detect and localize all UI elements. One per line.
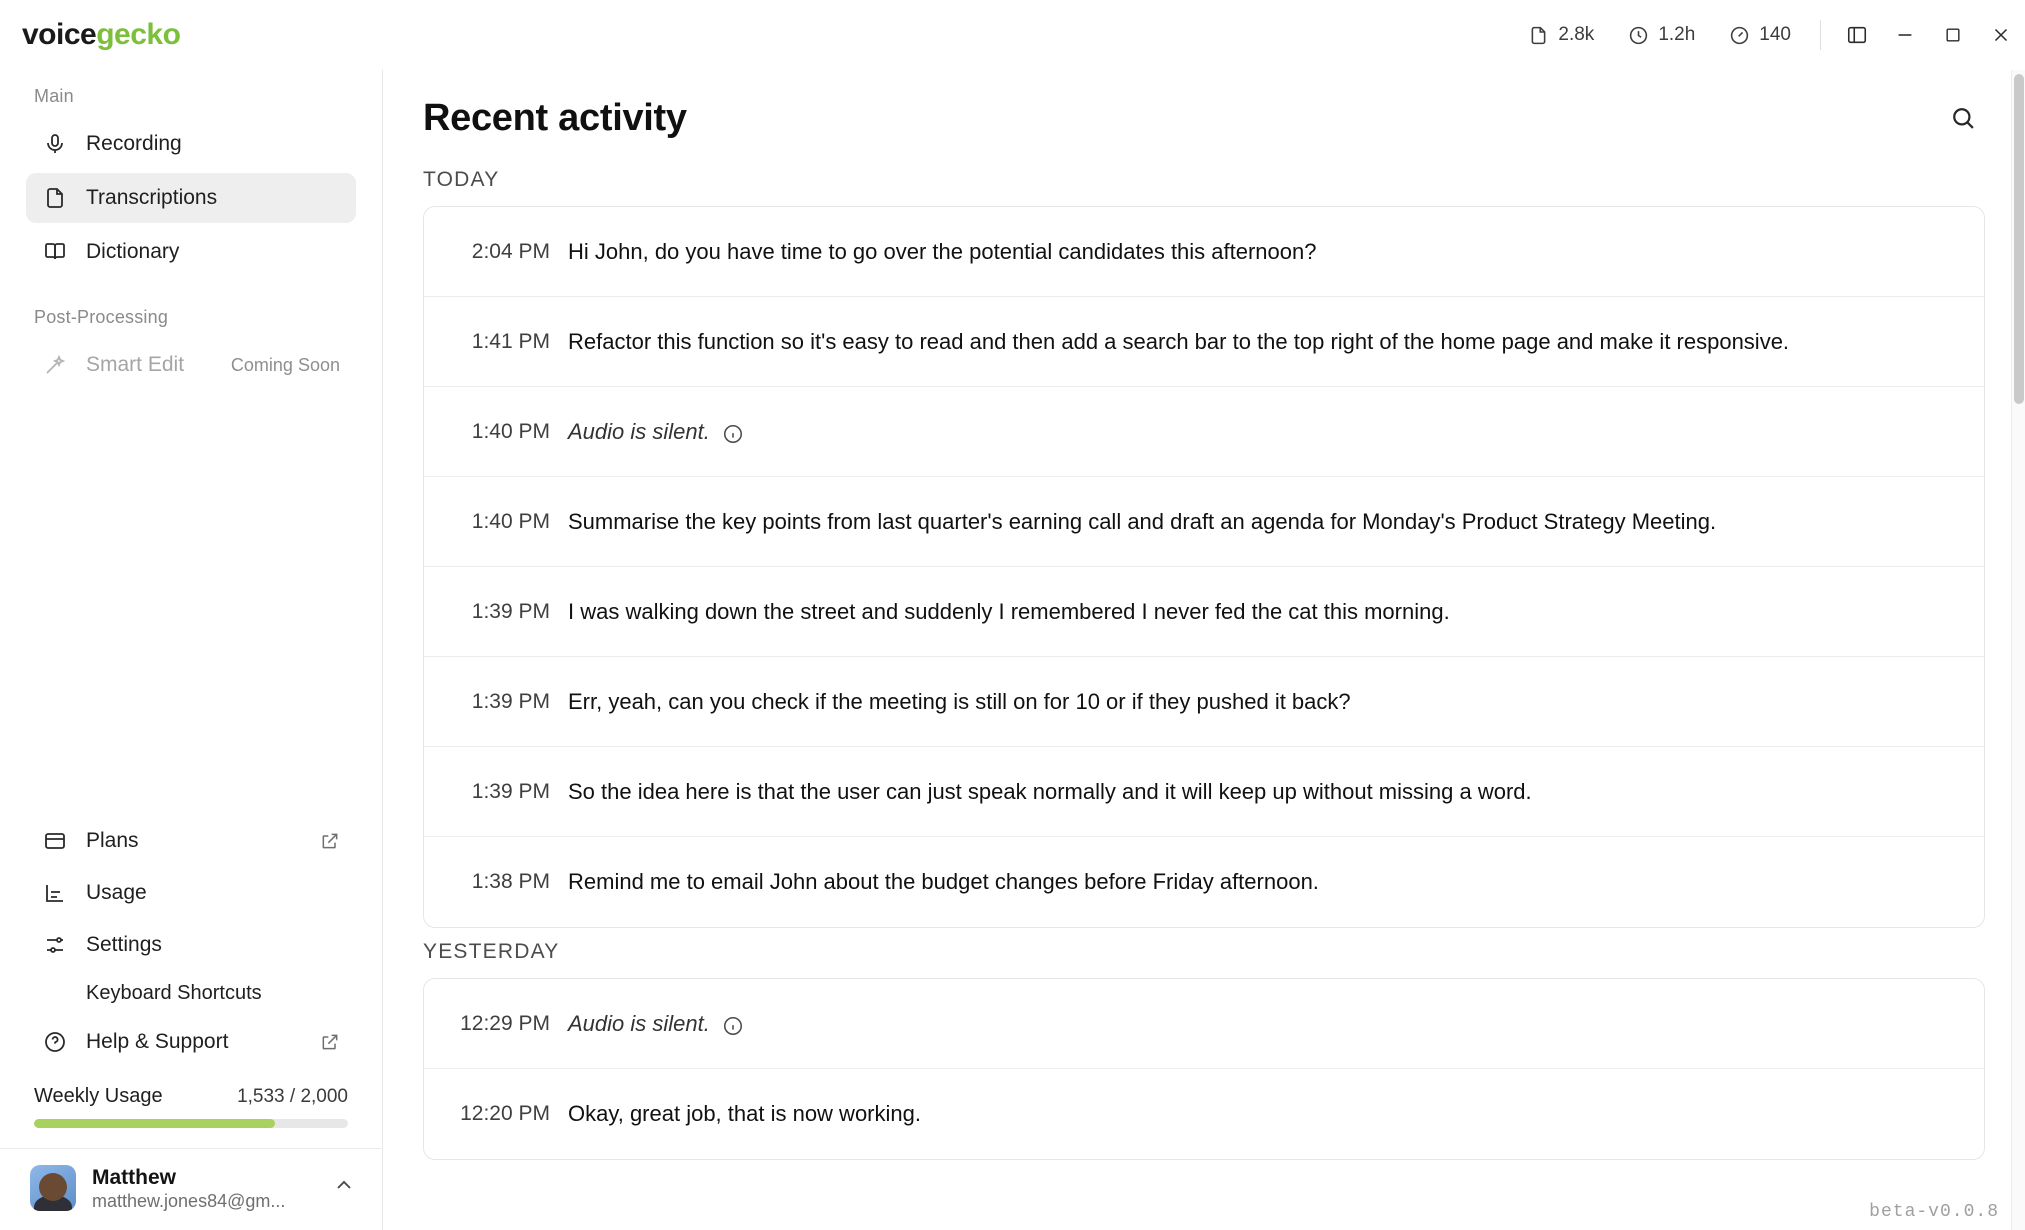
transcription-text-wrap (568, 417, 744, 447)
transcription-row[interactable] (424, 657, 1984, 747)
sidebar-item-recording[interactable] (26, 119, 356, 169)
transcription-row[interactable] (424, 747, 1984, 837)
coming-soon-badge: Coming Soon (230, 354, 340, 375)
chart-icon (42, 880, 68, 906)
document-icon (1528, 25, 1549, 46)
sidebar-section-post-processing: Post-Processing (34, 307, 169, 327)
chevron-up-icon[interactable] (332, 1174, 356, 1203)
info-icon[interactable] (722, 1015, 744, 1037)
transcription-text-wrap (568, 1099, 921, 1129)
activity-groups (411, 156, 1997, 1160)
document-icon (42, 185, 68, 211)
transcription-row[interactable] (424, 297, 1984, 387)
card-icon (42, 828, 68, 854)
sparkle-icon (42, 352, 68, 378)
activity-card (423, 978, 1985, 1160)
panel-toggle-button[interactable] (1833, 0, 1881, 70)
sliders-icon (42, 932, 68, 958)
stat-wpm (1712, 24, 1808, 46)
logo-text-first: voice (22, 18, 97, 51)
close-button[interactable] (1977, 0, 2025, 70)
weekly-usage-bar (34, 1119, 348, 1128)
transcription-time: 12:20 PM (460, 1102, 550, 1125)
book-icon (42, 239, 68, 265)
stat-wpm-value: 140 (1759, 24, 1791, 45)
activity-panel (383, 70, 2025, 1160)
stat-time-value: 1.2h (1658, 24, 1696, 45)
activity-group-label: YESTERDAY (423, 940, 560, 963)
info-icon[interactable] (722, 423, 744, 445)
transcription-row[interactable] (424, 207, 1984, 297)
account-email: matthew.jones84@gm... (92, 1191, 286, 1211)
sidebar-bottom-nav (0, 814, 382, 1075)
sidebar-item-label: Usage (86, 880, 147, 904)
external-link-icon (320, 831, 340, 851)
transcription-text: Audio is silent. (568, 418, 710, 444)
transcription-row[interactable] (424, 1069, 1984, 1159)
sidebar-item-transcriptions[interactable] (26, 173, 356, 223)
sidebar (0, 70, 383, 1230)
sidebar-item-label: Recording (86, 132, 182, 155)
transcription-text-wrap (568, 327, 1789, 357)
transcription-time: 1:39 PM (471, 779, 550, 803)
stat-words (1511, 24, 1611, 46)
sidebar-item-settings[interactable] (26, 920, 356, 970)
transcription-text: Summarise the key points from last quarter's earning call and draft an agenda for Monday's Product Strategy Meeting. (568, 508, 1717, 534)
search-icon[interactable] (1941, 96, 1985, 140)
transcription-row[interactable] (424, 837, 1984, 927)
sidebar-item-label: Dictionary (86, 240, 180, 263)
stat-words-value: 2.8k (1558, 24, 1595, 45)
sidebar-item-usage[interactable] (26, 868, 356, 918)
sidebar-item-label: Transcriptions (86, 186, 218, 209)
sidebar-item-help-support[interactable] (26, 1017, 356, 1067)
window-body (0, 70, 2025, 1230)
main-content (383, 70, 2025, 1230)
sidebar-item-label: Plans (86, 828, 139, 852)
weekly-usage-value: 1,533 / 2,000 (237, 1085, 348, 1107)
avatar (30, 1165, 76, 1211)
transcription-text: So the idea here is that the user can just speak normally and it will keep up without missing a word. (568, 778, 1532, 804)
transcription-time: 2:04 PM (471, 239, 550, 263)
sidebar-item-keyboard-shortcuts[interactable]: Keyboard Shortcuts (86, 981, 262, 1004)
main-scrollbar[interactable] (2011, 70, 2025, 1230)
sidebar-item-label: Help & Support (86, 1029, 229, 1053)
sidebar-item-plans[interactable] (26, 816, 356, 866)
page-header (411, 70, 1997, 156)
transcription-time: 12:29 PM (460, 1011, 550, 1035)
sidebar-item-label: Smart Edit (86, 353, 185, 376)
transcription-text: Audio is silent. (568, 1010, 710, 1036)
transcription-text-wrap (568, 507, 1716, 537)
account-name: Matthew (92, 1165, 176, 1189)
transcription-row[interactable] (424, 477, 1984, 567)
title-bar (0, 0, 2025, 70)
external-link-icon (320, 1032, 340, 1052)
sidebar-item-dictionary[interactable] (26, 227, 356, 277)
transcription-text: I was walking down the street and suddenly I remembered I never fed the cat this morning. (568, 598, 1450, 624)
activity-group-label: TODAY (423, 168, 500, 191)
account-menu[interactable] (0, 1148, 382, 1230)
transcription-text: Remind me to email John about the budget changes before Friday afternoon. (568, 869, 1319, 895)
transcription-time: 1:41 PM (471, 329, 550, 353)
page-title: Recent activity (423, 96, 687, 139)
title-bar-right (1511, 0, 2025, 70)
weekly-usage-label: Weekly Usage (34, 1084, 163, 1107)
microphone-icon (42, 131, 68, 157)
sidebar-item-label: Settings (86, 932, 162, 956)
logo-text-second: gecko (96, 18, 181, 51)
weekly-usage (0, 1075, 382, 1128)
clock-icon (1628, 25, 1649, 46)
transcription-text-wrap (568, 777, 1532, 807)
transcription-time: 1:39 PM (471, 689, 550, 713)
maximize-button[interactable] (1929, 0, 1977, 70)
transcription-row[interactable] (424, 979, 1984, 1069)
transcription-row[interactable] (424, 387, 1984, 477)
activity-card (423, 206, 1985, 928)
transcription-text: Okay, great job, that is now working. (568, 1101, 921, 1127)
speedometer-icon (1729, 25, 1750, 46)
account-text (92, 1165, 285, 1212)
weekly-usage-row (34, 1085, 348, 1108)
transcription-time: 1:40 PM (471, 509, 550, 533)
sidebar-item-smart-edit[interactable] (26, 340, 356, 390)
minimize-button[interactable] (1881, 0, 1929, 70)
transcription-text-wrap (568, 687, 1351, 717)
transcription-text: Err, yeah, can you check if the meeting is still on for 10 or if they pushed it back? (568, 688, 1351, 714)
version-label: beta-v0.0.8 (1869, 1202, 1999, 1222)
app-logo (22, 18, 180, 52)
transcription-text-wrap (568, 1009, 744, 1039)
transcription-text: Refactor this function so it's easy to read and then add a search bar to the top right of the home page and make it responsive. (568, 328, 1790, 354)
scrollbar-thumb[interactable] (2014, 74, 2024, 404)
sidebar-section-main: Main (34, 86, 74, 106)
help-circle-icon (42, 1029, 68, 1055)
title-bar-divider (1820, 20, 1821, 50)
transcription-text-wrap (568, 597, 1450, 627)
transcription-time: 1:40 PM (471, 419, 550, 443)
stat-time (1611, 24, 1712, 46)
transcription-text: Hi John, do you have time to go over the potential candidates this afternoon? (568, 238, 1317, 264)
sidebar-spacer (0, 392, 382, 814)
transcription-text-wrap (568, 237, 1316, 267)
transcription-text-wrap (568, 867, 1319, 897)
weekly-usage-fill (34, 1119, 275, 1128)
transcription-time: 1:39 PM (471, 599, 550, 623)
transcription-time: 1:38 PM (471, 870, 550, 893)
transcription-row[interactable] (424, 567, 1984, 657)
